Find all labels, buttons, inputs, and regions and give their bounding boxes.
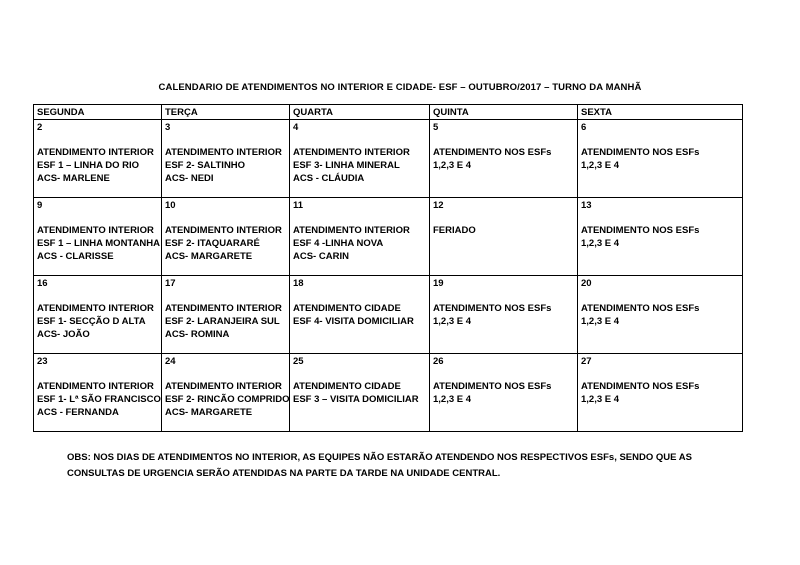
week-row <box>34 354 743 432</box>
cell-spacer <box>581 212 739 224</box>
cell-text-line: 1,2,3 E 4 <box>581 238 620 249</box>
cell-text-line: ACS- NEDI <box>165 173 214 184</box>
cell-text-line: ESF 2- LARANJEIRA SUL <box>165 316 280 327</box>
cell-text-line: ACS- MARGARETE <box>165 251 253 262</box>
cell-text-line: ESF 1 – LINHA MONTANHA <box>37 238 160 249</box>
cell-text-line: 1,2,3 E 4 <box>581 316 620 327</box>
cell-text-line: ATENDIMENTO NOS ESFs <box>581 147 700 158</box>
cell-spacer <box>433 368 574 380</box>
cell-spacer <box>293 134 426 146</box>
day-number: 3 <box>165 122 171 133</box>
week-row <box>34 120 743 198</box>
document-title: CALENDARIO DE ATENDIMENTOS NO INTERIOR E CIDADE- ESF – OUTUBRO/2017 – TURNO DA MANHÃ <box>158 82 642 93</box>
cell-text-line: ATENDIMENTO NOS ESFs <box>581 381 700 392</box>
cell-spacer <box>37 212 158 224</box>
header-sexta: SEXTA <box>578 105 743 120</box>
calendar-cell <box>162 198 290 276</box>
cell-spacer <box>581 134 739 146</box>
cell-text-line: ATENDIMENTO INTERIOR <box>293 225 410 236</box>
cell-spacer <box>165 134 286 146</box>
calendar-cell <box>34 276 162 354</box>
cell-text-line: ACS- MARGARETE <box>165 407 253 418</box>
cell-spacer <box>293 290 426 302</box>
day-number: 16 <box>37 278 48 289</box>
header-terca: TERÇA <box>162 105 290 120</box>
day-number: 12 <box>433 200 444 211</box>
cell-text-line: ATENDIMENTO NOS ESFs <box>433 381 552 392</box>
cell-text-line: FERIADO <box>433 225 476 236</box>
cell-text-line: ATENDIMENTO INTERIOR <box>293 147 410 158</box>
cell-text-line: ATENDIMENTO NOS ESFs <box>581 303 700 314</box>
cell-text-line: ACS- ROMINA <box>165 329 230 340</box>
day-number: 11 <box>293 200 304 211</box>
cell-spacer <box>433 290 574 302</box>
calendar-cell <box>578 276 743 354</box>
cell-text-line: ACS - FERNANDA <box>37 407 119 418</box>
cell-text-line: ATENDIMENTO INTERIOR <box>37 303 154 314</box>
cell-text-line: ATENDIMENTO INTERIOR <box>165 225 282 236</box>
day-number: 17 <box>165 278 176 289</box>
day-number: 5 <box>433 122 439 133</box>
calendar-cell <box>430 120 578 198</box>
calendar-cell <box>290 198 430 276</box>
cell-text-line: 1,2,3 E 4 <box>433 160 472 171</box>
cell-spacer <box>433 212 574 224</box>
header-segunda: SEGUNDA <box>34 105 162 120</box>
header-row <box>34 105 743 120</box>
cell-text-line: ACS - CLÁUDIA <box>293 173 365 184</box>
observation-note: OBS: NOS DIAS DE ATENDIMENTOS NO INTERIOR, AS EQUIPES NÃO ESTARÃO ATENDENDO NOS RESPECTIVOS ESFs, SENDO QUE AS CONSULTAS DE URGENCIA SERÃO ATENDIDAS NA PARTE DA TARDE NA UNIDADE CENTRAL. <box>67 452 692 479</box>
calendar-cell <box>34 354 162 432</box>
cell-text-line: ATENDIMENTO NOS ESFs <box>581 225 700 236</box>
day-number: 26 <box>433 356 444 367</box>
cell-text-line: ATENDIMENTO INTERIOR <box>165 147 282 158</box>
cell-text-line: ESF 4- VISITA DOMICILIAR <box>293 316 414 327</box>
day-number: 23 <box>37 356 48 367</box>
cell-spacer <box>37 134 158 146</box>
calendar-cell <box>290 120 430 198</box>
header-quarta: QUARTA <box>290 105 430 120</box>
cell-text-line: 1,2,3 E 4 <box>433 394 472 405</box>
calendar-table <box>33 104 743 432</box>
cell-text-line: ESF 2- SALTINHO <box>165 160 246 171</box>
calendar-cell <box>34 120 162 198</box>
cell-text-line: 1,2,3 E 4 <box>581 394 620 405</box>
cell-text-line: ESF 1- Lª SÃO FRANCISCO <box>37 394 161 405</box>
cell-text-line: ESF 1- SECÇÃO D ALTA <box>37 316 146 327</box>
cell-spacer <box>433 134 574 146</box>
day-number: 4 <box>293 122 299 133</box>
calendar-cell <box>430 276 578 354</box>
cell-text-line: ESF 1 – LINHA DO RIO <box>37 160 140 171</box>
cell-text-line: 1,2,3 E 4 <box>433 316 472 327</box>
day-number: 20 <box>581 278 592 289</box>
cell-text-line: ESF 2- RINCÃO COMPRIDO <box>165 394 290 405</box>
cell-text-line: ATENDIMENTO CIDADE <box>293 303 401 314</box>
cell-text-line: ACS- JOÃO <box>37 329 90 340</box>
day-number: 18 <box>293 278 304 289</box>
cell-spacer <box>165 212 286 224</box>
day-number: 25 <box>293 356 304 367</box>
day-number: 27 <box>581 356 592 367</box>
cell-spacer <box>581 368 739 380</box>
cell-spacer <box>293 368 426 380</box>
week-row <box>34 198 743 276</box>
day-number: 13 <box>581 200 592 211</box>
cell-text-line: 1,2,3 E 4 <box>581 160 620 171</box>
cell-text-line: ESF 2- ITAQUARARÉ <box>165 238 260 249</box>
cell-text-line: ESF 3- LINHA MINERAL <box>293 160 400 171</box>
week-row <box>34 276 743 354</box>
day-number: 9 <box>37 200 43 211</box>
cell-spacer <box>165 290 286 302</box>
day-number: 24 <box>165 356 176 367</box>
cell-text-line: ATENDIMENTO NOS ESFs <box>433 303 552 314</box>
cell-text-line: ACS- CARIN <box>293 251 349 262</box>
calendar-cell <box>34 198 162 276</box>
calendar-cell <box>290 276 430 354</box>
calendar-cell <box>578 120 743 198</box>
header-quinta: QUINTA <box>430 105 578 120</box>
calendar-cell <box>162 276 290 354</box>
cell-text-line: ACS- MARLENE <box>37 173 110 184</box>
cell-text-line: ACS - CLARISSE <box>37 251 114 262</box>
calendar-cell <box>430 354 578 432</box>
cell-text-line: ATENDIMENTO INTERIOR <box>165 303 282 314</box>
cell-spacer <box>581 290 739 302</box>
cell-text-line: ATENDIMENTO INTERIOR <box>37 147 154 158</box>
cell-text-line: ATENDIMENTO NOS ESFs <box>433 147 552 158</box>
cell-spacer <box>165 368 286 380</box>
calendar-cell <box>430 198 578 276</box>
day-number: 10 <box>165 200 176 211</box>
cell-spacer <box>37 368 158 380</box>
calendar-cell <box>162 354 290 432</box>
cell-text-line: ESF 3 – VISITA DOMICILIAR <box>293 394 419 405</box>
calendar-cell <box>578 198 743 276</box>
calendar-cell <box>290 354 430 432</box>
cell-text-line: ATENDIMENTO INTERIOR <box>165 381 282 392</box>
calendar-cell <box>578 354 743 432</box>
day-number: 2 <box>37 122 43 133</box>
day-number: 19 <box>433 278 444 289</box>
cell-text-line: ATENDIMENTO INTERIOR <box>37 381 154 392</box>
day-number: 6 <box>581 122 587 133</box>
cell-text-line: ESF 4 -LINHA NOVA <box>293 238 384 249</box>
cell-text-line: ATENDIMENTO INTERIOR <box>37 225 154 236</box>
cell-spacer <box>293 212 426 224</box>
cell-text-line: ATENDIMENTO CIDADE <box>293 381 401 392</box>
cell-spacer <box>37 290 158 302</box>
calendar-cell <box>162 120 290 198</box>
